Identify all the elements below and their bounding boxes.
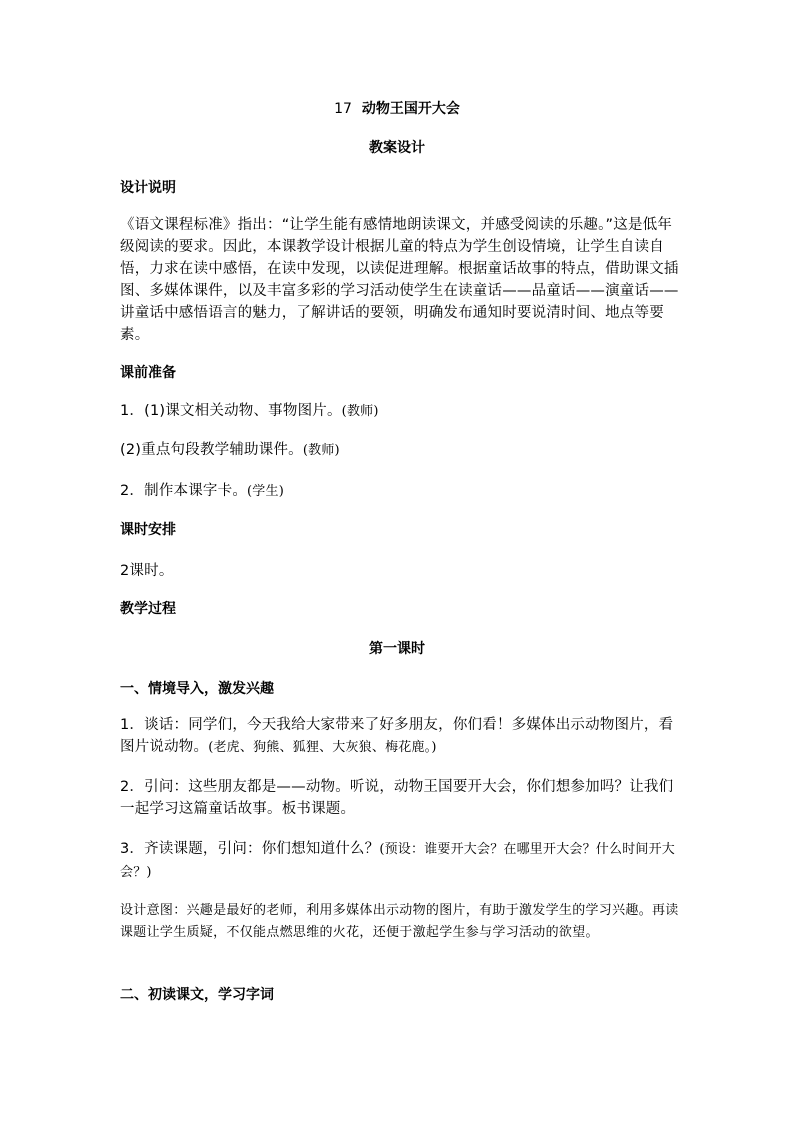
lesson-session-heading: 第一课时 bbox=[369, 641, 425, 657]
prep-item-1 bbox=[120, 400, 680, 423]
schedule-body: 2课时。 bbox=[120, 563, 174, 579]
prep-item-1-note: (教师) bbox=[341, 404, 379, 419]
step-1-text: 1．谈话：同学们，今天我给大家带来了好多朋友，你们看！多媒体出示动物图片，看图片说动物。 bbox=[120, 717, 674, 755]
step-2: 2．引问：这些朋友都是——动物。听说，动物王国要开大会，你们想参加吗？让我们一起学习这篇童话故事。板书课题。 bbox=[120, 779, 674, 817]
prep-heading: 课前准备 bbox=[120, 365, 176, 381]
prep-item-3-note: (学生) bbox=[247, 484, 284, 499]
prep-item-2 bbox=[120, 439, 680, 462]
design-note-heading: 设计说明 bbox=[120, 180, 176, 196]
prep-item-1-text: 1．(1)课文相关动物、事物图片。 bbox=[120, 403, 342, 419]
lesson-title-text: 动物王国开大会 bbox=[361, 101, 460, 117]
lesson-number: 17 bbox=[334, 101, 352, 117]
step-3-text: 3．齐读课题，引问：你们想知道什么？ bbox=[120, 841, 380, 857]
design-note-body: 《语文课程标准》指出：“让学生能有感情地朗读课文，并感受阅读的乐趣。”这是低年级阅读的要求。因此，本课教学设计根据儿童的特点为学生创设情境，让学生自读自悟，力求在读中感悟，在读中发现，以读促进理解。根据童话故事的特点，借助课文插图、多媒体课件，以及丰富多彩的学习活动使学生在读童话——品童话——演童话——讲童话中感悟语言的魅力，了解讲话的要领，明确发布通知时要说清时间、地点等要素。 bbox=[120, 217, 679, 343]
prep-item-3 bbox=[120, 480, 680, 503]
prep-item-2-text: (2)重点句段教学辅助课件。 bbox=[120, 442, 303, 458]
doc-subtitle: 教案设计 bbox=[369, 140, 425, 156]
prep-item-3-text: 2．制作本课字卡。 bbox=[120, 483, 248, 499]
part-1-heading: 一、情境导入，激发兴趣 bbox=[120, 681, 274, 697]
design-intent: 设计意图：兴趣是最好的老师，利用多媒体出示动物的图片，有助于激发学生的学习兴趣。再读课题让学生质疑，不仅能点燃思维的火花，还便于激起学生参与学习活动的欲望。 bbox=[120, 903, 679, 940]
step-1-note: (老虎、狗熊、狐狸、大灰狼、梅花鹿。) bbox=[208, 740, 437, 755]
step-3-note: (预设：谁要开大会？在哪里开大会？什么时间开大会？) bbox=[120, 842, 676, 880]
lesson-title bbox=[0, 99, 794, 119]
process-heading: 教学过程 bbox=[120, 601, 176, 617]
part-2-heading: 二、初读课文，学习字词 bbox=[120, 987, 274, 1003]
schedule-heading: 课时安排 bbox=[120, 522, 176, 538]
step-1 bbox=[120, 714, 680, 759]
step-3 bbox=[120, 838, 680, 884]
prep-item-2-note: (教师) bbox=[302, 443, 340, 458]
